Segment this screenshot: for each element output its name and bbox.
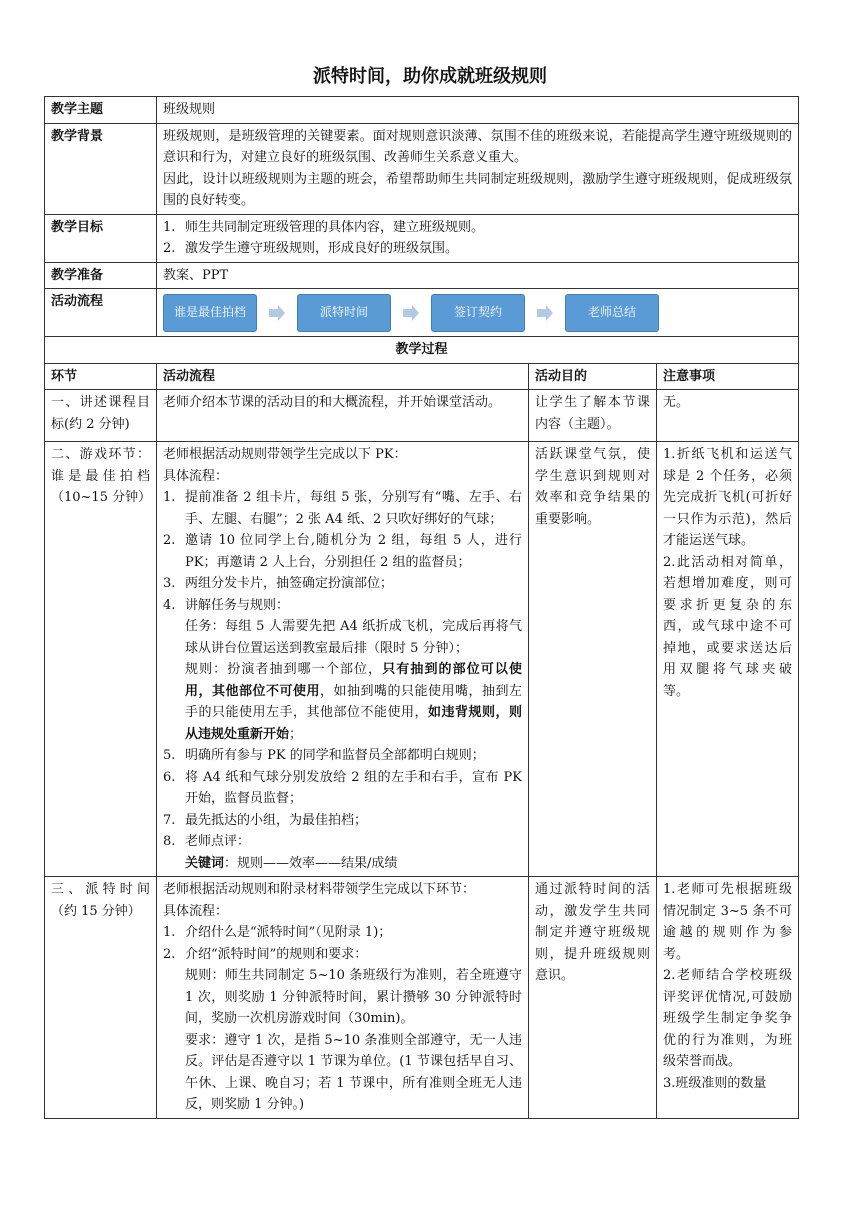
note-item: 2.老师结合学校班级评奖评优情况,可鼓励班级学生制定争奖争优的行为准则，为班级荣誉而战。 [663,968,792,1069]
list-item: 4. 讲解任务与规则： [163,597,290,613]
notes-cell [657,442,799,877]
page-title: 派特时间，助你成就班级规则 [313,66,547,87]
list-item: 2. 邀请 10 位同学上台,随机分为 2 组，每组 5 人，进行 PK；再邀请 2 人上台，分别担任 2 组的监督员； [163,533,522,570]
note-item: 3.班级准则的数量 [663,1075,767,1091]
theme-value: 班级规则 [157,97,799,124]
list-item: 2. 介绍“派特时间”的规则和要求： [163,946,368,962]
flow-step-box: 老师总结 [565,294,659,332]
flow-row [45,289,799,337]
step-list [163,745,522,853]
note-item: 1.老师可先根据班级情况制定 3~5 条不可逾越的规则作为参考。 [663,882,792,962]
goal-item: 2. 激发学生遵守班级规则，形成良好的班级氛围。 [163,241,459,256]
process-header-row [45,363,799,390]
list-item: 5. 明确所有参与 PK 的同学和监督员全部都明白规则； [163,748,485,763]
table-row [45,877,799,1119]
flow-step-box: 派特时间 [297,294,391,332]
step-list [163,922,522,965]
notes-cell: 无。 [657,390,799,442]
stage-cell: 三、派特时间（约 15 分钟） [45,877,157,1119]
flow-text-cell [157,442,529,877]
stage-cell: 一、讲述课程目标(约 2 分钟) [45,390,157,442]
note-item: 1.折纸飞机和运送气球是 2 个任务，必须先完成折飞机(可折好一只作为示范)，然后才能运送气球。 [663,447,792,548]
rule-text: 规则：扮演者抽到哪一个部位，只有抽到的部位可以使用，其他部位不可使用，如抽到嘴的只能使用嘴，抽到左手的只能使用左手，其他部位不能使用，如违背规则，则从违规处重新开始； [185,662,522,742]
purpose-cell: 通过派特时间的活动，激发学生共同制定并遵守班级规则，提升班级规则意识。 [529,877,657,1119]
flow-label: 活动流程 [45,289,157,337]
theme-row [45,97,799,124]
stage-cell: 二、游戏环节：谁是最佳拍档（10~15 分钟） [45,442,157,877]
goals-row [45,214,799,262]
process-title-row [45,337,799,364]
theme-label: 教学主题 [45,97,157,124]
rule-text: 规则：师生共同制定 5~10 条班级行为准则，若全班遵守 1 次，则奖励 1 分钟派特时间，累计攒够 30 分钟派特时间，奖励一次机房游戏时间（30min)。 [185,968,522,1026]
keyword-line: 关键词：规则——效率——结果/成绩 [185,855,398,871]
prep-label: 教学准备 [45,262,157,289]
process-section-title: 教学过程 [45,337,799,364]
task-text: 任务：每组 5 人需要先把 A4 纸折成飞机，完成后再将气球从讲台位置运送到教室最后排（限时 5 分钟）； [185,619,522,656]
table-row [45,442,799,877]
requirement-text: 要求：遵守 1 次，是指 5~10 条准则全部遵守，无一人违反。评估是否遵守以 1 节课为单位。(1 节课包括早自习、午休、上课、晚自习；若 1 节课中，所有准则全班无人违反，则奖励 1 分钟。) [185,1032,522,1112]
goals-list [163,217,792,260]
list-item: 1. 介绍什么是“派特时间”（见附录 1)； [163,925,392,940]
column-header: 活动流程 [157,363,529,390]
flow-cell [157,289,799,337]
goal-item: 1. 师生共同制定班级管理的具体内容，建立班级规则。 [163,219,485,235]
arrow-right-icon [257,295,297,331]
lesson-plan-table [44,96,799,1119]
column-header: 注意事项 [657,363,799,390]
note-item: 2.此活动相对简单，若想增加难度，则可要求折更复杂的东西，或气球中途不可掉地，或要求送达后用双腿将气球夹破等。 [663,554,792,699]
notes-cell [657,877,799,1119]
flow-text-cell: 老师介绍本节课的活动目的和大概流程，并开始课堂活动。 [157,390,529,442]
goals-cell [157,214,799,262]
background-label: 教学背景 [45,123,157,214]
step-list [163,487,522,616]
column-header: 环节 [45,363,157,390]
background-cell [157,123,799,214]
list-item: 6. 将 A4 纸和气球分别发放给 2 组的左手和右手，宣布 PK 开始，监督员监督； [163,769,522,806]
flow-intro: 老师根据活动规则带领学生完成以下 PK： [163,447,407,462]
background-paragraph-2: 因此，设计以班级规则为主题的班会，希望帮助师生共同制定班级规则，激励学生遵守班级规则，促成班级氛围的良好转变。 [163,171,792,208]
prep-value: 教案、PPT [157,262,799,289]
purpose-cell: 让学生了解本节课内容（主题）。 [529,390,657,442]
prep-row [45,262,799,289]
flow-subtitle: 具体流程： [163,903,229,919]
table-row [45,390,799,442]
flow-text-cell [157,877,529,1119]
arrow-right-icon [525,295,565,331]
background-row [45,123,799,214]
list-item: 7. 最先抵达的小组，为最佳拍档； [163,812,368,828]
background-paragraph-1: 班级规则，是班级管理的关键要素。面对规则意识淡薄、氛围不佳的班级来说，若能提高学生遵守班级规则的意识和行为，对建立良好的班级氛围、改善师生关系意义重大。 [163,128,792,165]
column-header: 活动目的 [529,363,657,390]
flow-diagram [163,291,792,334]
list-item: 3. 两组分发卡片，抽签确定扮演部位； [163,576,394,591]
flow-step-box: 谁是最佳拍档 [163,294,257,332]
list-item: 1. 提前准备 2 组卡片，每组 5 张，分别写有“嘴、左手、右手、左腿、右腿”；2 张 A4 纸、2 只吹好绑好的气球； [163,490,522,527]
arrow-right-icon [391,295,431,331]
flow-intro: 老师根据活动规则和附录材料带领学生完成以下环节： [163,882,476,897]
purpose-cell: 活跃课堂气氛，使学生意识到规则对效率和竞争结果的重要影响。 [529,442,657,877]
flow-step-box: 签订契约 [431,294,525,332]
flow-subtitle: 具体流程： [163,468,229,484]
list-item: 8. 老师点评： [163,834,251,849]
goals-label: 教学目标 [45,214,157,262]
